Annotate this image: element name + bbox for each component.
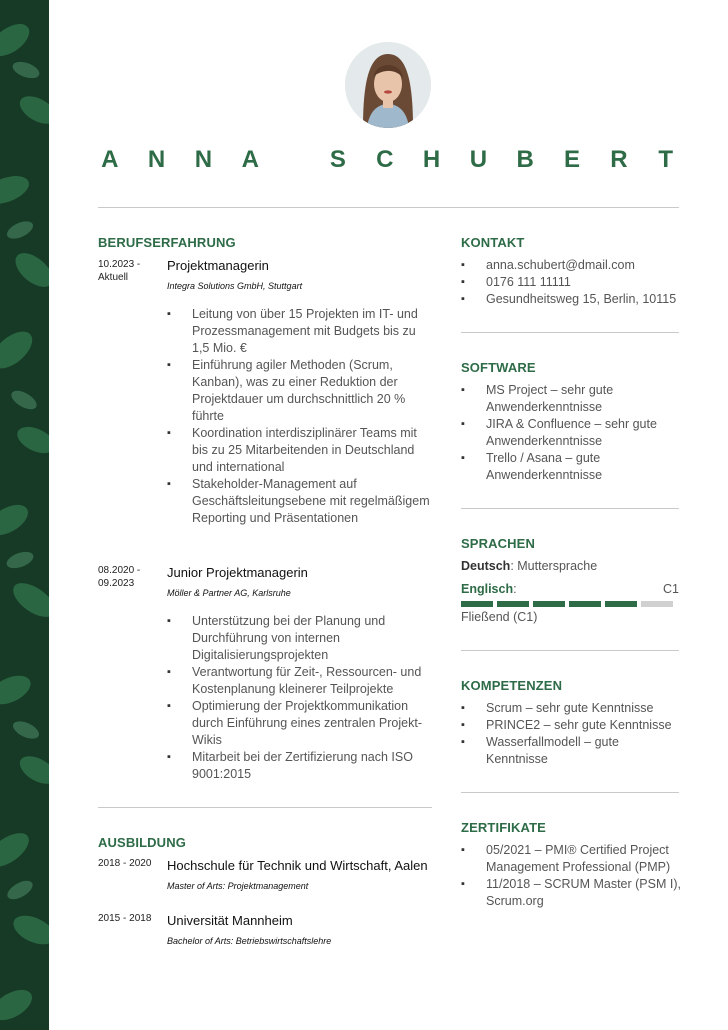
name-letter: S	[329, 146, 347, 173]
list-item: ▪ Trello / Asana – gute Anwenderkenntnisse	[461, 450, 679, 484]
list-item: ▪ 11/2018 – SCRUM Master (PSM I), Scrum.org	[461, 876, 685, 910]
name-letter: N	[147, 146, 166, 173]
list-item: ▪ Stakeholder-Management auf Geschäftsleitungsebene mit regelmäßigem Reporting und Präsentationen	[167, 476, 435, 527]
contact-heading: KONTAKT	[461, 235, 525, 250]
header-divider	[98, 207, 679, 208]
job-title: Projektmanagerin	[167, 258, 269, 273]
contact-email[interactable]: ▪ anna.schubert@dmail.com	[461, 257, 691, 274]
language-name: Deutsch	[461, 559, 511, 573]
list-item: ▪ Verantwortung für Zeit-, Ressourcen- und Kostenplanung kleinerer Teilprojekte	[167, 664, 435, 698]
job-date-to: Aktuell	[98, 272, 129, 283]
list-item: ▪ MS Project – sehr gute Anwenderkenntnisse	[461, 382, 679, 416]
name-space	[285, 146, 303, 174]
list-item: ▪ Wasserfallmodell – gute Kenntnisse	[461, 734, 679, 768]
name-letter: E	[564, 146, 581, 173]
level-segment	[497, 601, 529, 607]
language-level: : Muttersprache	[510, 559, 598, 573]
name-letter: B	[516, 146, 535, 173]
language-german	[461, 559, 597, 573]
education-school: Hochschule für Technik und Wirtschaft, Aalen	[167, 858, 428, 873]
experience-heading: BERUFSERFAHRUNG	[98, 235, 236, 250]
skills-heading: KOMPETENZEN	[461, 678, 563, 693]
person-photo-icon	[345, 42, 431, 128]
section-divider	[461, 332, 679, 333]
name-letter: N	[194, 146, 213, 173]
software-heading: SOFTWARE	[461, 360, 536, 375]
job-bullets	[167, 306, 435, 527]
list-item: ▪ Optimierung der Projektkommunikation durch Einführung eines zentralen Projekt-Wikis	[167, 698, 435, 749]
name-letter: H	[422, 146, 441, 173]
list-item: ▪ 05/2021 – PMI® Certified Project Management Professional (PMP)	[461, 842, 685, 876]
name-letter: C	[376, 146, 394, 173]
section-divider	[98, 807, 432, 808]
job-company: Möller & Partner AG, Karlsruhe	[167, 588, 291, 598]
job-date-to: 09.2023	[98, 578, 135, 589]
full-name	[98, 146, 678, 174]
section-divider	[461, 508, 679, 509]
skills-list	[461, 700, 679, 768]
list-item: ▪ JIRA & Confluence – sehr gute Anwenderkenntnisse	[461, 416, 679, 450]
list-item: ▪ Unterstützung bei der Planung und Durchführung von internen Digitalisierungsprojekten	[167, 613, 435, 664]
profile-photo	[345, 42, 431, 128]
job-date	[98, 564, 158, 590]
section-divider	[461, 650, 679, 651]
list-item: ▪ PRINCE2 – sehr gute Kenntnisse	[461, 717, 679, 734]
level-segment	[569, 601, 601, 607]
language-note: Fließend (C1)	[461, 610, 538, 624]
list-item: ▪ Mitarbeit bei der Zertifizierung nach ISO 9001:2015	[167, 749, 435, 783]
certificates-heading: ZERTIFIKATE	[461, 820, 546, 835]
job-bullets	[167, 613, 435, 783]
leaf-pattern-icon	[0, 0, 49, 1030]
education-school: Universität Mannheim	[167, 913, 293, 928]
language-level-bar	[461, 601, 673, 607]
job-date	[98, 258, 158, 284]
job-company: Integra Solutions GmbH, Stuttgart	[167, 281, 303, 291]
education-date: 2015 - 2018	[98, 913, 152, 924]
language-english	[461, 582, 517, 596]
contact-list	[461, 257, 691, 308]
contact-address: ▪ Gesundheitsweg 15, Berlin, 10115	[461, 291, 691, 308]
education-degree: Bachelor of Arts: Betriebswirtschaftslehre	[167, 936, 332, 946]
language-colon: :	[513, 582, 517, 596]
languages-heading: SPRACHEN	[461, 536, 535, 551]
level-segment	[641, 601, 673, 607]
name-letter: R	[610, 146, 629, 173]
section-divider	[461, 792, 679, 793]
list-item: ▪ Scrum – sehr gute Kenntnisse	[461, 700, 679, 717]
name-letter: A	[101, 146, 119, 173]
resume-page	[49, 0, 728, 1030]
level-segment	[533, 601, 565, 607]
education-date: 2018 - 2020	[98, 858, 152, 869]
leaf-decoration	[0, 0, 49, 1030]
education-degree: Master of Arts: Projektmanagement	[167, 881, 309, 891]
name-letter: A	[241, 146, 260, 173]
education-heading: AUSBILDUNG	[98, 835, 186, 850]
name-letter: T	[658, 146, 674, 173]
level-segment	[461, 601, 493, 607]
job-title: Junior Projektmanagerin	[167, 565, 308, 580]
level-segment	[605, 601, 637, 607]
contact-phone[interactable]: ▪ 0176 111 11111	[461, 274, 691, 291]
job-date-from: 10.2023 -	[98, 259, 141, 270]
language-level-code: C1	[663, 582, 679, 596]
list-item: ▪ Einführung agiler Methoden (Scrum, Kanban), was zu einer Reduktion der Projektdauer um durchschnittlich 20 % führte	[167, 357, 435, 425]
list-item: ▪ Leitung von über 15 Projekten im IT- und Prozessmanagement mit Budgets bis zu 1,5 Mio. €	[167, 306, 435, 357]
name-letter: U	[469, 146, 488, 173]
certificates-list	[461, 842, 685, 910]
list-item: ▪ Koordination interdisziplinärer Teams mit bis zu 25 Mitarbeitenden in Deutschland und international	[167, 425, 435, 476]
software-list	[461, 382, 679, 484]
job-date-from: 08.2020 -	[98, 565, 141, 576]
language-name: Englisch	[461, 582, 514, 596]
